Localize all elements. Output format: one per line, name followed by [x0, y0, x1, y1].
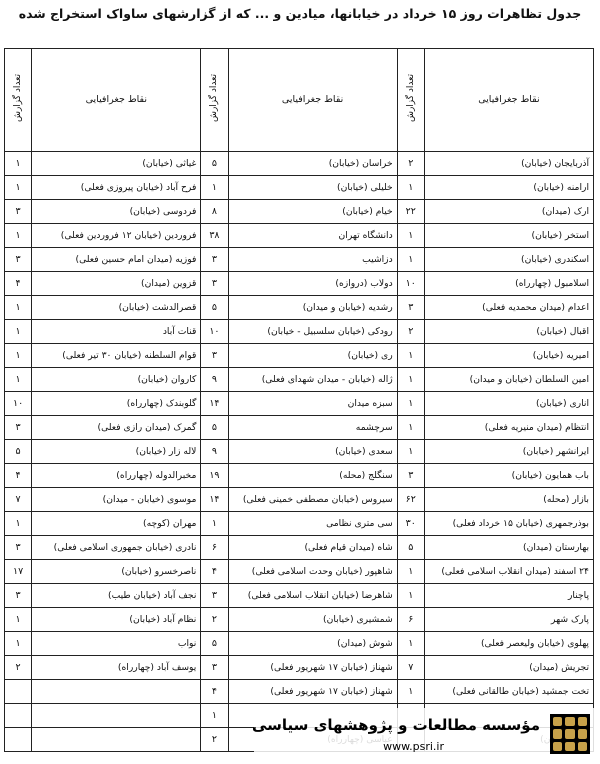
place-cell: پارک شهر	[424, 608, 593, 632]
institute-name: مؤسسه مطالعات و پژوهشهای سیاسی	[251, 716, 540, 734]
count-cell: ۳	[5, 200, 32, 224]
count-cell: ۱	[397, 176, 424, 200]
report-table	[4, 48, 594, 752]
header-count-2: تعداد گزارش	[201, 49, 228, 152]
place-cell: سی متری نظامی	[228, 512, 397, 536]
place-cell: شاه (میدان قیام فعلی)	[228, 536, 397, 560]
header-count-3: تعداد گزارش	[5, 49, 32, 152]
place-cell: موسوی (خیابان - میدان)	[32, 488, 201, 512]
table-row	[5, 152, 594, 176]
place-cell: فروردین (خیابان ۱۲ فروردین فعلی)	[32, 224, 201, 248]
header-place-2: نقاط جغرافیایی	[228, 49, 397, 152]
count-cell: ۱	[397, 560, 424, 584]
place-cell: دانشگاه تهران	[228, 224, 397, 248]
table-row	[5, 200, 594, 224]
count-cell: ۱۹	[201, 464, 228, 488]
count-cell: ۲۲	[397, 200, 424, 224]
table-row	[5, 560, 594, 584]
count-cell: ۶	[397, 608, 424, 632]
count-cell: ۴	[201, 560, 228, 584]
count-cell: ۱	[5, 632, 32, 656]
place-cell: اسکندری (خیابان)	[424, 248, 593, 272]
count-cell: ۱	[397, 584, 424, 608]
count-cell: ۲	[201, 728, 228, 752]
table-row	[5, 176, 594, 200]
count-cell: ۳	[201, 248, 228, 272]
place-cell: دزاشیب	[228, 248, 397, 272]
count-cell: ۶۲	[397, 488, 424, 512]
count-cell: ۳	[397, 296, 424, 320]
count-cell	[5, 704, 32, 728]
place-cell: نواب	[32, 632, 201, 656]
table-row	[5, 608, 594, 632]
place-cell: مهران (کوچه)	[32, 512, 201, 536]
place-cell: نجف آباد (خیابان طیب)	[32, 584, 201, 608]
place-cell: سیروس (خیابان مصطفی خمینی فعلی)	[228, 488, 397, 512]
place-cell: پهلوی (خیابان ولیعصر فعلی)	[424, 632, 593, 656]
table-row	[5, 392, 594, 416]
count-cell: ۱	[201, 176, 228, 200]
place-cell: اناری (خیابان)	[424, 392, 593, 416]
place-cell: یوسف آباد (چهارراه)	[32, 656, 201, 680]
place-cell: نظام آباد (خیابان)	[32, 608, 201, 632]
place-cell: قصرالدشت (خیابان)	[32, 296, 201, 320]
count-cell: ۸	[201, 200, 228, 224]
table-row	[5, 296, 594, 320]
count-cell: ۱	[5, 224, 32, 248]
place-cell	[32, 680, 201, 704]
count-cell: ۱	[397, 392, 424, 416]
place-cell	[32, 704, 201, 728]
table-body	[5, 152, 594, 752]
report-table-sheet	[4, 48, 594, 764]
count-cell: ۱	[397, 440, 424, 464]
place-cell: کاروان (خیابان)	[32, 368, 201, 392]
place-cell: استخر (خیابان)	[424, 224, 593, 248]
place-cell: خیام (خیابان)	[228, 200, 397, 224]
count-cell: ۶	[201, 536, 228, 560]
place-cell: باب همایون (خیابان)	[424, 464, 593, 488]
count-cell: ۳	[5, 536, 32, 560]
place-cell: سرچشمه	[228, 416, 397, 440]
place-cell: بوذرجمهری (خیابان ۱۵ خرداد فعلی)	[424, 512, 593, 536]
table-row	[5, 584, 594, 608]
table-row	[5, 656, 594, 680]
count-cell: ۱	[5, 344, 32, 368]
place-cell: سنگلج (محله)	[228, 464, 397, 488]
count-cell: ۵	[201, 296, 228, 320]
institute-watermark	[251, 708, 594, 764]
header-place-1: نقاط جغرافیایی	[424, 49, 593, 152]
place-cell: اعدام (میدان محمدیه فعلی)	[424, 296, 593, 320]
place-cell: رودکی (خیابان سلسبیل - خیابان)	[228, 320, 397, 344]
place-cell: شمشیری (خیابان)	[228, 608, 397, 632]
count-cell: ۱۴	[201, 488, 228, 512]
count-cell: ۱۷	[5, 560, 32, 584]
count-cell: ۲	[201, 608, 228, 632]
place-cell: شهناز (خیابان ۱۷ شهریور فعلی)	[228, 680, 397, 704]
place-cell: قنات آباد	[32, 320, 201, 344]
table-row	[5, 224, 594, 248]
place-cell: رشدیه (خیابان و میدان)	[228, 296, 397, 320]
count-cell: ۳	[5, 248, 32, 272]
count-cell: ۱۰	[5, 392, 32, 416]
table-row	[5, 488, 594, 512]
place-cell: خلیلی (خیابان)	[228, 176, 397, 200]
count-cell: ۹	[201, 368, 228, 392]
count-cell: ۴	[201, 680, 228, 704]
table-row	[5, 368, 594, 392]
count-cell: ۱	[201, 704, 228, 728]
place-cell: انتظام (میدان منیریه فعلی)	[424, 416, 593, 440]
place-cell: بازار (محله)	[424, 488, 593, 512]
place-cell: قزوین (میدان)	[32, 272, 201, 296]
place-cell: امیریه (خیابان)	[424, 344, 593, 368]
institute-logo-icon	[550, 714, 590, 754]
table-row	[5, 248, 594, 272]
count-cell: ۱	[397, 680, 424, 704]
count-cell: ۱	[397, 248, 424, 272]
count-cell: ۱	[5, 320, 32, 344]
count-cell: ۳۸	[201, 224, 228, 248]
place-cell: فرح آباد (خیابان پیروزی فعلی)	[32, 176, 201, 200]
count-cell: ۱۴	[201, 392, 228, 416]
place-cell: فردوسی (خیابان)	[32, 200, 201, 224]
count-cell: ۳	[201, 584, 228, 608]
place-cell: فوزیه (میدان امام حسین فعلی)	[32, 248, 201, 272]
table-row	[5, 512, 594, 536]
table-row	[5, 536, 594, 560]
place-cell: شوش (میدان)	[228, 632, 397, 656]
header-place-3: نقاط جغرافیایی	[32, 49, 201, 152]
count-cell: ۳	[5, 416, 32, 440]
count-cell: ۹	[201, 440, 228, 464]
place-cell: بهارستان (میدان)	[424, 536, 593, 560]
place-cell: ژاله (خیابان - میدان شهدای فعلی)	[228, 368, 397, 392]
table-row	[5, 632, 594, 656]
count-cell: ۳	[397, 464, 424, 488]
count-cell: ۲	[397, 152, 424, 176]
count-cell: ۱	[397, 344, 424, 368]
count-cell: ۵	[397, 536, 424, 560]
count-cell	[5, 728, 32, 752]
place-cell: سعدی (خیابان)	[228, 440, 397, 464]
place-cell: گلوبندک (چهارراه)	[32, 392, 201, 416]
count-cell: ۷	[5, 488, 32, 512]
count-cell: ۱	[5, 152, 32, 176]
place-cell: ایرانشهر (خیابان)	[424, 440, 593, 464]
place-cell: قوام السلطنه (خیابان ۳۰ تیر فعلی)	[32, 344, 201, 368]
place-cell: سبزه میدان	[228, 392, 397, 416]
place-cell: لاله زار (خیابان)	[32, 440, 201, 464]
count-cell: ۱	[397, 416, 424, 440]
place-cell: غیاثی (خیابان)	[32, 152, 201, 176]
count-cell: ۳	[201, 344, 228, 368]
count-cell: ۲	[5, 656, 32, 680]
count-cell: ۷	[397, 656, 424, 680]
table-row	[5, 440, 594, 464]
table-row	[5, 680, 594, 704]
count-cell: ۱	[397, 224, 424, 248]
place-cell: خراسان (خیابان)	[228, 152, 397, 176]
count-cell: ۵	[201, 416, 228, 440]
count-cell: ۱	[397, 632, 424, 656]
place-cell: اقبال (خیابان)	[424, 320, 593, 344]
count-cell: ۴	[5, 272, 32, 296]
place-cell: شاهپور (خیابان وحدت اسلامی فعلی)	[228, 560, 397, 584]
count-cell: ۱	[5, 368, 32, 392]
count-cell: ۱۰	[397, 272, 424, 296]
page-title: جدول تظاهرات روز ۱۵ خرداد در خیابانها، میادین و ... که از گزارشهای ساواک استخراج شده	[18, 6, 582, 21]
count-cell: ۵	[5, 440, 32, 464]
place-cell: ارامنه (خیابان)	[424, 176, 593, 200]
count-cell: ۱	[5, 512, 32, 536]
institute-url: www.psri.ir	[383, 740, 444, 753]
count-cell: ۳	[201, 656, 228, 680]
place-cell: نادری (خیابان جمهوری اسلامی فعلی)	[32, 536, 201, 560]
count-cell	[5, 680, 32, 704]
place-cell	[32, 728, 201, 752]
place-cell: ارک (میدان)	[424, 200, 593, 224]
count-cell: ۱	[5, 176, 32, 200]
place-cell: امین السلطان (خیابان و میدان)	[424, 368, 593, 392]
count-cell: ۳۰	[397, 512, 424, 536]
count-cell: ۳	[201, 272, 228, 296]
place-cell: آذربایجان (خیابان)	[424, 152, 593, 176]
count-cell: ۱	[5, 608, 32, 632]
table-row	[5, 272, 594, 296]
place-cell: پاچنار	[424, 584, 593, 608]
count-cell: ۵	[201, 152, 228, 176]
place-cell: اسلامبول (چهارراه)	[424, 272, 593, 296]
place-cell: ناصرخسرو (خیابان)	[32, 560, 201, 584]
header-count-1: تعداد گزارش	[397, 49, 424, 152]
count-cell: ۱	[201, 512, 228, 536]
place-cell: مخبرالدوله (چهارراه)	[32, 464, 201, 488]
table-row	[5, 416, 594, 440]
table-row	[5, 320, 594, 344]
count-cell: ۱	[397, 368, 424, 392]
place-cell: ۲۴ اسفند (میدان انقلاب اسلامی فعلی)	[424, 560, 593, 584]
place-cell: گمرک (میدان رازی فعلی)	[32, 416, 201, 440]
place-cell: تخت جمشید (خیابان طالقانی فعلی)	[424, 680, 593, 704]
place-cell: شهناز (خیابان ۱۷ شهریور فعلی)	[228, 656, 397, 680]
count-cell: ۵	[201, 632, 228, 656]
table-row	[5, 464, 594, 488]
place-cell: تجریش (میدان)	[424, 656, 593, 680]
count-cell: ۱۰	[201, 320, 228, 344]
count-cell: ۴	[5, 464, 32, 488]
place-cell: ری (خیابان)	[228, 344, 397, 368]
count-cell: ۲	[397, 320, 424, 344]
count-cell: ۱	[5, 296, 32, 320]
place-cell: شاهرضا (خیابان انقلاب اسلامی فعلی)	[228, 584, 397, 608]
count-cell: ۳	[5, 584, 32, 608]
place-cell: دولاب (دروازه)	[228, 272, 397, 296]
table-header-row	[5, 49, 594, 152]
table-row	[5, 344, 594, 368]
